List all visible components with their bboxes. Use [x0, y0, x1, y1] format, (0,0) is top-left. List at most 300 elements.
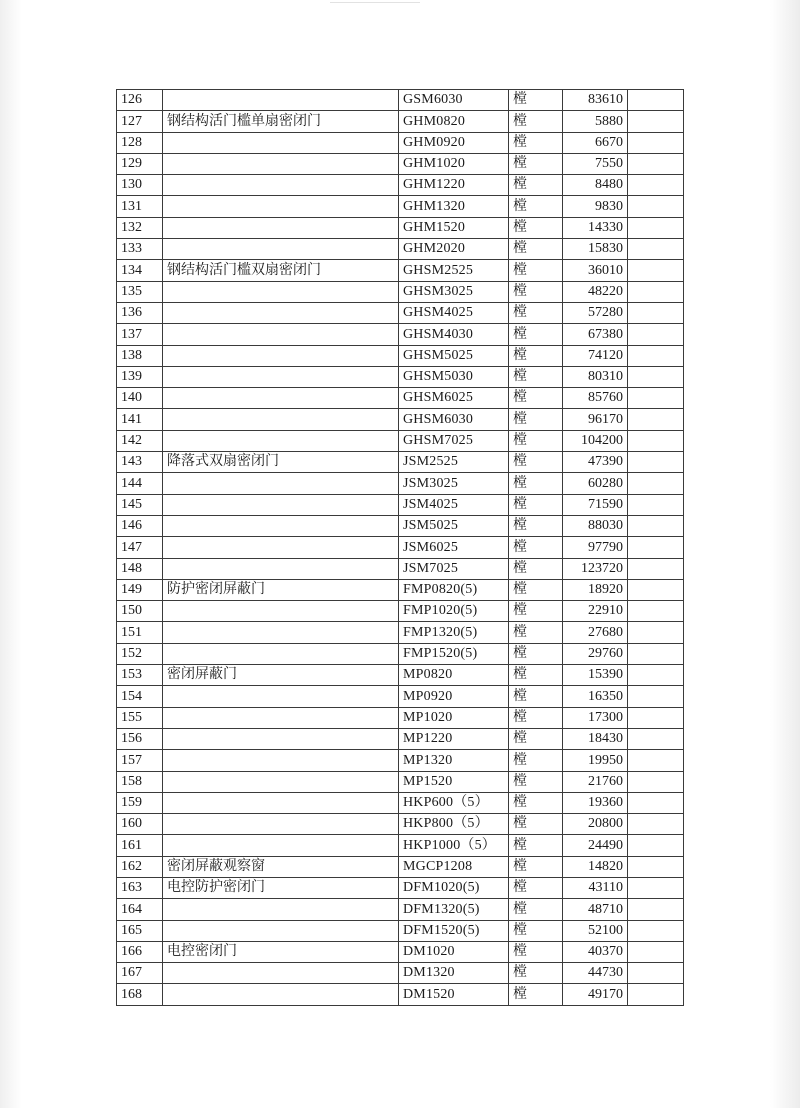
table-row: [117, 558, 684, 579]
unit-label-cell: 樘: [509, 856, 563, 877]
scan-mark: [330, 2, 420, 9]
model-code-cell: JSM3025: [399, 473, 509, 494]
unit-label-cell: 樘: [509, 409, 563, 430]
table-row: [117, 302, 684, 323]
row-number-cell: 168: [117, 984, 163, 1005]
row-number-cell: 157: [117, 750, 163, 771]
unit-price-cell: 43110: [563, 877, 628, 898]
table-row: [117, 239, 684, 260]
product-name-cell: [163, 90, 399, 111]
table-row: [117, 515, 684, 536]
unit-price-cell: 29760: [563, 643, 628, 664]
blank-cell: [628, 622, 684, 643]
model-code-cell: GHSM5030: [399, 366, 509, 387]
unit-label-cell: 樘: [509, 814, 563, 835]
row-number-cell: 143: [117, 452, 163, 473]
unit-label-cell: 樘: [509, 622, 563, 643]
table-row: [117, 792, 684, 813]
blank-cell: [628, 920, 684, 941]
table-row: [117, 877, 684, 898]
blank-cell: [628, 494, 684, 515]
unit-price-cell: 18430: [563, 728, 628, 749]
product-name-cell: [163, 515, 399, 536]
unit-price-cell: 21760: [563, 771, 628, 792]
unit-price-cell: 83610: [563, 90, 628, 111]
model-code-cell: MP0920: [399, 686, 509, 707]
blank-cell: [628, 175, 684, 196]
blank-cell: [628, 111, 684, 132]
unit-label-cell: 樘: [509, 90, 563, 111]
unit-label-cell: 樘: [509, 153, 563, 174]
product-name-cell: 密闭屏蔽门: [163, 665, 399, 686]
model-code-cell: GHSM4030: [399, 324, 509, 345]
model-code-cell: FMP1520(5): [399, 643, 509, 664]
row-number-cell: 130: [117, 175, 163, 196]
product-name-cell: [163, 217, 399, 238]
blank-cell: [628, 686, 684, 707]
blank-cell: [628, 366, 684, 387]
blank-cell: [628, 728, 684, 749]
table-row: [117, 409, 684, 430]
model-code-cell: JSM5025: [399, 515, 509, 536]
product-name-cell: [163, 281, 399, 302]
product-name-cell: [163, 239, 399, 260]
product-name-cell: 电控密闭门: [163, 941, 399, 962]
unit-label-cell: 樘: [509, 260, 563, 281]
blank-cell: [628, 750, 684, 771]
blank-cell: [628, 217, 684, 238]
unit-label-cell: 樘: [509, 920, 563, 941]
blank-cell: [628, 814, 684, 835]
product-name-cell: [163, 366, 399, 387]
blank-cell: [628, 452, 684, 473]
table-row: [117, 941, 684, 962]
blank-cell: [628, 515, 684, 536]
blank-cell: [628, 963, 684, 984]
unit-price-cell: 24490: [563, 835, 628, 856]
row-number-cell: 140: [117, 388, 163, 409]
unit-label-cell: 樘: [509, 750, 563, 771]
product-name-cell: 电控防护密闭门: [163, 877, 399, 898]
blank-cell: [628, 90, 684, 111]
table-row: [117, 686, 684, 707]
price-table: [116, 89, 684, 1006]
model-code-cell: GHM0820: [399, 111, 509, 132]
model-code-cell: DM1520: [399, 984, 509, 1005]
row-number-cell: 162: [117, 856, 163, 877]
blank-cell: [628, 707, 684, 728]
product-name-cell: [163, 473, 399, 494]
row-number-cell: 156: [117, 728, 163, 749]
product-name-cell: [163, 494, 399, 515]
unit-label-cell: 樘: [509, 281, 563, 302]
row-number-cell: 135: [117, 281, 163, 302]
model-code-cell: GSM6030: [399, 90, 509, 111]
unit-price-cell: 17300: [563, 707, 628, 728]
product-name-cell: [163, 750, 399, 771]
row-number-cell: 161: [117, 835, 163, 856]
unit-price-cell: 7550: [563, 153, 628, 174]
unit-price-cell: 123720: [563, 558, 628, 579]
row-number-cell: 147: [117, 537, 163, 558]
row-number-cell: 155: [117, 707, 163, 728]
row-number-cell: 151: [117, 622, 163, 643]
row-number-cell: 142: [117, 430, 163, 451]
product-name-cell: [163, 196, 399, 217]
unit-price-cell: 20800: [563, 814, 628, 835]
unit-price-cell: 48220: [563, 281, 628, 302]
product-name-cell: [163, 728, 399, 749]
table-body: [117, 90, 684, 1006]
product-name-cell: [163, 324, 399, 345]
model-code-cell: DFM1520(5): [399, 920, 509, 941]
table-row: [117, 643, 684, 664]
table-row: [117, 388, 684, 409]
product-name-cell: [163, 686, 399, 707]
row-number-cell: 158: [117, 771, 163, 792]
row-number-cell: 128: [117, 132, 163, 153]
row-number-cell: 146: [117, 515, 163, 536]
blank-cell: [628, 643, 684, 664]
product-name-cell: [163, 558, 399, 579]
row-number-cell: 126: [117, 90, 163, 111]
unit-price-cell: 15830: [563, 239, 628, 260]
table-row: [117, 537, 684, 558]
model-code-cell: DM1020: [399, 941, 509, 962]
product-name-cell: [163, 771, 399, 792]
blank-cell: [628, 537, 684, 558]
unit-price-cell: 49170: [563, 984, 628, 1005]
unit-price-cell: 67380: [563, 324, 628, 345]
unit-price-cell: 97790: [563, 537, 628, 558]
model-code-cell: MP0820: [399, 665, 509, 686]
blank-cell: [628, 430, 684, 451]
row-number-cell: 159: [117, 792, 163, 813]
unit-price-cell: 19360: [563, 792, 628, 813]
blank-cell: [628, 409, 684, 430]
row-number-cell: 145: [117, 494, 163, 515]
table-row: [117, 984, 684, 1005]
unit-label-cell: 樘: [509, 111, 563, 132]
blank-cell: [628, 324, 684, 345]
product-name-cell: [163, 132, 399, 153]
table-row: [117, 728, 684, 749]
unit-label-cell: 樘: [509, 494, 563, 515]
unit-label-cell: 樘: [509, 665, 563, 686]
product-name-cell: [163, 601, 399, 622]
model-code-cell: DM1320: [399, 963, 509, 984]
unit-label-cell: 樘: [509, 175, 563, 196]
model-code-cell: GHM1220: [399, 175, 509, 196]
unit-price-cell: 96170: [563, 409, 628, 430]
unit-price-cell: 9830: [563, 196, 628, 217]
row-number-cell: 152: [117, 643, 163, 664]
table-row: [117, 324, 684, 345]
product-name-cell: [163, 707, 399, 728]
table-row: [117, 260, 684, 281]
unit-label-cell: 樘: [509, 239, 563, 260]
blank-cell: [628, 239, 684, 260]
model-code-cell: FMP0820(5): [399, 579, 509, 600]
product-name-cell: [163, 175, 399, 196]
table-row: [117, 494, 684, 515]
unit-label-cell: 樘: [509, 686, 563, 707]
table-row: [117, 175, 684, 196]
table-row: [117, 856, 684, 877]
unit-label-cell: 樘: [509, 771, 563, 792]
row-number-cell: 134: [117, 260, 163, 281]
unit-label-cell: 樘: [509, 217, 563, 238]
unit-label-cell: 樘: [509, 452, 563, 473]
table-row: [117, 899, 684, 920]
product-name-cell: [163, 430, 399, 451]
blank-cell: [628, 132, 684, 153]
model-code-cell: GHSM3025: [399, 281, 509, 302]
unit-label-cell: 樘: [509, 132, 563, 153]
blank-cell: [628, 260, 684, 281]
product-name-cell: [163, 622, 399, 643]
unit-price-cell: 85760: [563, 388, 628, 409]
model-code-cell: GHSM4025: [399, 302, 509, 323]
page-shadow-right: [770, 0, 800, 1108]
model-code-cell: HKP600（5）: [399, 792, 509, 813]
product-name-cell: 钢结构活门槛双扇密闭门: [163, 260, 399, 281]
blank-cell: [628, 665, 684, 686]
blank-cell: [628, 473, 684, 494]
blank-cell: [628, 601, 684, 622]
unit-price-cell: 52100: [563, 920, 628, 941]
product-name-cell: [163, 963, 399, 984]
row-number-cell: 139: [117, 366, 163, 387]
table-row: [117, 111, 684, 132]
model-code-cell: HKP800（5）: [399, 814, 509, 835]
table-row: [117, 430, 684, 451]
unit-label-cell: 樘: [509, 643, 563, 664]
unit-label-cell: 樘: [509, 601, 563, 622]
unit-price-cell: 6670: [563, 132, 628, 153]
unit-label-cell: 樘: [509, 984, 563, 1005]
table-row: [117, 963, 684, 984]
table-row: [117, 771, 684, 792]
unit-price-cell: 80310: [563, 366, 628, 387]
unit-price-cell: 74120: [563, 345, 628, 366]
unit-label-cell: 樘: [509, 877, 563, 898]
row-number-cell: 149: [117, 579, 163, 600]
table-row: [117, 217, 684, 238]
row-number-cell: 131: [117, 196, 163, 217]
product-name-cell: [163, 835, 399, 856]
unit-label-cell: 樘: [509, 558, 563, 579]
unit-label-cell: 樘: [509, 792, 563, 813]
unit-label-cell: 樘: [509, 963, 563, 984]
unit-price-cell: 47390: [563, 452, 628, 473]
product-name-cell: [163, 537, 399, 558]
row-number-cell: 138: [117, 345, 163, 366]
blank-cell: [628, 153, 684, 174]
unit-price-cell: 104200: [563, 430, 628, 451]
blank-cell: [628, 792, 684, 813]
unit-label-cell: 樘: [509, 537, 563, 558]
model-code-cell: MGCP1208: [399, 856, 509, 877]
model-code-cell: GHM2020: [399, 239, 509, 260]
model-code-cell: GHSM6030: [399, 409, 509, 430]
table-row: [117, 153, 684, 174]
product-name-cell: 钢结构活门槛单扇密闭门: [163, 111, 399, 132]
row-number-cell: 154: [117, 686, 163, 707]
blank-cell: [628, 899, 684, 920]
table-row: [117, 366, 684, 387]
product-name-cell: [163, 345, 399, 366]
blank-cell: [628, 877, 684, 898]
unit-price-cell: 14330: [563, 217, 628, 238]
product-name-cell: [163, 814, 399, 835]
model-code-cell: MP1220: [399, 728, 509, 749]
unit-label-cell: 樘: [509, 324, 563, 345]
unit-label-cell: 樘: [509, 579, 563, 600]
row-number-cell: 153: [117, 665, 163, 686]
unit-price-cell: 40370: [563, 941, 628, 962]
model-code-cell: FMP1320(5): [399, 622, 509, 643]
product-name-cell: 降落式双扇密闭门: [163, 452, 399, 473]
unit-label-cell: 樘: [509, 473, 563, 494]
unit-price-cell: 44730: [563, 963, 628, 984]
row-number-cell: 166: [117, 941, 163, 962]
product-name-cell: [163, 153, 399, 174]
model-code-cell: GHSM7025: [399, 430, 509, 451]
table-row: [117, 920, 684, 941]
unit-label-cell: 樘: [509, 366, 563, 387]
row-number-cell: 133: [117, 239, 163, 260]
model-code-cell: MP1320: [399, 750, 509, 771]
table-row: [117, 814, 684, 835]
row-number-cell: 137: [117, 324, 163, 345]
unit-label-cell: 樘: [509, 515, 563, 536]
table-row: [117, 90, 684, 111]
unit-label-cell: 樘: [509, 707, 563, 728]
unit-label-cell: 樘: [509, 302, 563, 323]
table-row: [117, 196, 684, 217]
model-code-cell: GHM0920: [399, 132, 509, 153]
row-number-cell: 148: [117, 558, 163, 579]
table-row: [117, 579, 684, 600]
unit-price-cell: 14820: [563, 856, 628, 877]
model-code-cell: JSM4025: [399, 494, 509, 515]
model-code-cell: GHM1520: [399, 217, 509, 238]
model-code-cell: FMP1020(5): [399, 601, 509, 622]
model-code-cell: GHSM6025: [399, 388, 509, 409]
unit-price-cell: 60280: [563, 473, 628, 494]
blank-cell: [628, 856, 684, 877]
unit-price-cell: 5880: [563, 111, 628, 132]
row-number-cell: 136: [117, 302, 163, 323]
unit-label-cell: 樘: [509, 345, 563, 366]
row-number-cell: 150: [117, 601, 163, 622]
table-row: [117, 622, 684, 643]
product-name-cell: [163, 899, 399, 920]
product-name-cell: [163, 302, 399, 323]
row-number-cell: 144: [117, 473, 163, 494]
unit-label-cell: 樘: [509, 388, 563, 409]
unit-label-cell: 樘: [509, 899, 563, 920]
product-name-cell: 防护密闭屏蔽门: [163, 579, 399, 600]
product-name-cell: [163, 984, 399, 1005]
product-name-cell: [163, 920, 399, 941]
unit-price-cell: 71590: [563, 494, 628, 515]
unit-price-cell: 88030: [563, 515, 628, 536]
blank-cell: [628, 984, 684, 1005]
table-row: [117, 473, 684, 494]
blank-cell: [628, 345, 684, 366]
product-name-cell: 密闭屏蔽观察窗: [163, 856, 399, 877]
row-number-cell: 165: [117, 920, 163, 941]
blank-cell: [628, 196, 684, 217]
blank-cell: [628, 388, 684, 409]
model-code-cell: MP1020: [399, 707, 509, 728]
blank-cell: [628, 558, 684, 579]
unit-price-cell: 27680: [563, 622, 628, 643]
row-number-cell: 129: [117, 153, 163, 174]
blank-cell: [628, 835, 684, 856]
model-code-cell: JSM6025: [399, 537, 509, 558]
model-code-cell: GHM1320: [399, 196, 509, 217]
model-code-cell: JSM7025: [399, 558, 509, 579]
row-number-cell: 141: [117, 409, 163, 430]
unit-label-cell: 樘: [509, 941, 563, 962]
row-number-cell: 164: [117, 899, 163, 920]
table-row: [117, 452, 684, 473]
unit-label-cell: 樘: [509, 196, 563, 217]
model-code-cell: DFM1020(5): [399, 877, 509, 898]
table-row: [117, 132, 684, 153]
blank-cell: [628, 941, 684, 962]
row-number-cell: 163: [117, 877, 163, 898]
row-number-cell: 132: [117, 217, 163, 238]
unit-price-cell: 57280: [563, 302, 628, 323]
table-row: [117, 707, 684, 728]
model-code-cell: JSM2525: [399, 452, 509, 473]
product-name-cell: [163, 792, 399, 813]
blank-cell: [628, 281, 684, 302]
unit-price-cell: 36010: [563, 260, 628, 281]
unit-price-cell: 18920: [563, 579, 628, 600]
blank-cell: [628, 771, 684, 792]
table-row: [117, 281, 684, 302]
unit-label-cell: 樘: [509, 430, 563, 451]
unit-price-cell: 22910: [563, 601, 628, 622]
row-number-cell: 167: [117, 963, 163, 984]
blank-cell: [628, 302, 684, 323]
table-row: [117, 601, 684, 622]
product-name-cell: [163, 388, 399, 409]
blank-cell: [628, 579, 684, 600]
table-row: [117, 750, 684, 771]
table-row: [117, 835, 684, 856]
model-code-cell: HKP1000（5）: [399, 835, 509, 856]
unit-price-cell: 48710: [563, 899, 628, 920]
table-row: [117, 345, 684, 366]
model-code-cell: GHM1020: [399, 153, 509, 174]
unit-label-cell: 樘: [509, 835, 563, 856]
product-name-cell: [163, 409, 399, 430]
model-code-cell: GHSM2525: [399, 260, 509, 281]
row-number-cell: 160: [117, 814, 163, 835]
model-code-cell: DFM1320(5): [399, 899, 509, 920]
row-number-cell: 127: [117, 111, 163, 132]
table-row: [117, 665, 684, 686]
unit-price-cell: 19950: [563, 750, 628, 771]
page-shadow-left: [0, 0, 22, 1108]
unit-label-cell: 樘: [509, 728, 563, 749]
